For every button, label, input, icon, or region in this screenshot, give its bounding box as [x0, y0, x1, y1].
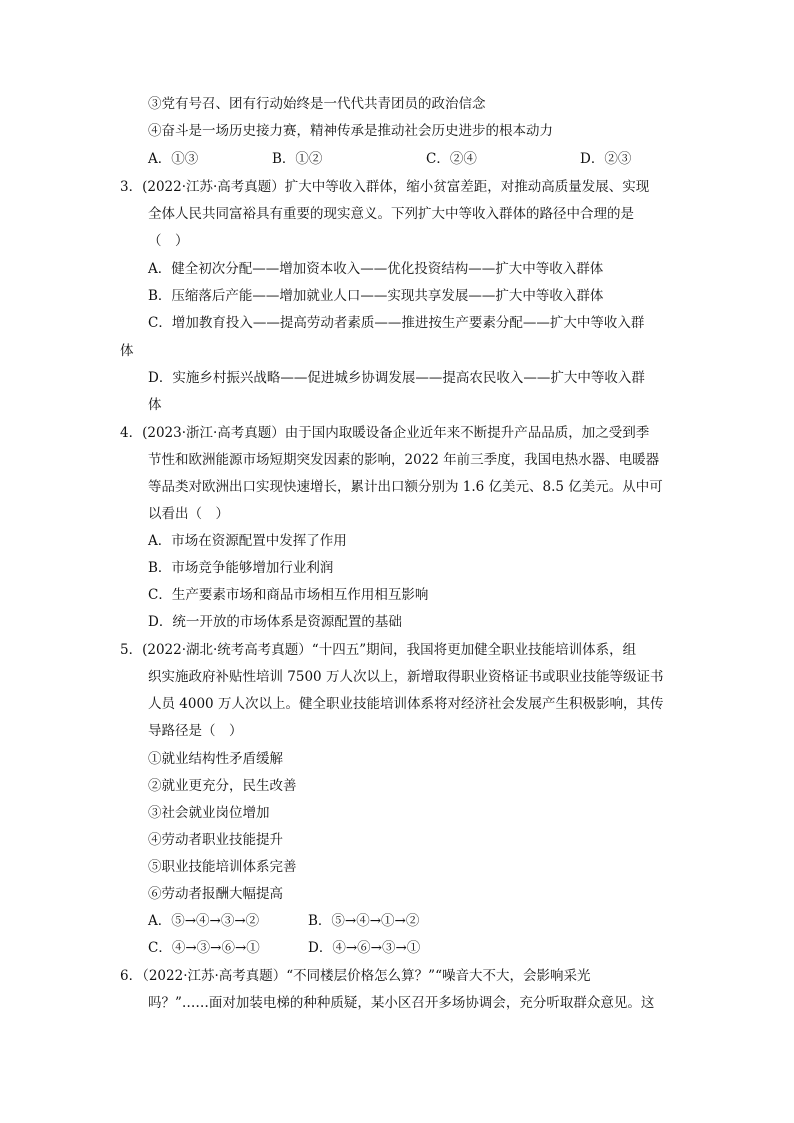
q4-stem-line-1: 4．(2023·浙江·高考真题）由于国内取暖设备企业近年来不断提升产品品质，加之受到季: [120, 425, 650, 441]
q3-option-d: D．实施乡村振兴战略——促进城乡协调发展——提高农民收入——扩大中等收入群: [148, 370, 645, 386]
q3-option-b: B．压缩落后产能——增加就业人口——实现共享发展——扩大中等收入群体: [148, 288, 604, 304]
q6-stem-line-2: 吗？”……面对加装电梯的种种质疑，某小区召开多场协调会，充分听取群众意见。这: [148, 995, 655, 1011]
q2-option-a: A．①③: [148, 151, 199, 167]
q3-option-c: C．增加教育投入——提高劳动者素质——推进按生产要素分配——扩大中等收入群: [148, 315, 645, 331]
q2-option-b: B．①②: [272, 151, 323, 167]
q3-option-c-cont: 体: [120, 343, 134, 359]
q3-stem-line-2: 全体人民共同富裕具有重要的现实意义。下列扩大中等收入群体的路径中合理的是: [148, 206, 634, 222]
q3-stem-line-3: （ ）: [148, 233, 189, 249]
q5-option-d: D．④→⑥→③→①: [308, 940, 421, 956]
q5-statement-5: ⑤职业技能培训体系完善: [148, 859, 297, 875]
q2-statement-3: ③党有号召、团有行动始终是一代代共青团员的政治信念: [148, 96, 486, 112]
q4-option-b: B．市场竞争能够增加行业利润: [148, 560, 334, 576]
q5-stem-line-3: 人员 4000 万人次以上。健全职业技能培训体系将对经济社会发展产生积极影响，其传: [148, 696, 664, 712]
q5-statement-1: ①就业结构性矛盾缓解: [148, 751, 283, 767]
q2-statement-4: ④奋斗是一场历史接力赛，精神传承是推动社会历史进步的根本动力: [148, 123, 553, 139]
q5-option-b: B．⑤→④→①→②: [308, 913, 420, 929]
q5-stem-line-4: 导路径是（ ）: [148, 723, 243, 739]
q5-option-a: A．⑤→④→③→②: [148, 913, 260, 929]
q5-stem-line-2: 织实施政府补贴性培训 7500 万人次以上，新增取得职业资格证书或职业技能等级证书: [148, 669, 664, 685]
q5-statement-6: ⑥劳动者报酬大幅提高: [148, 886, 283, 902]
q4-option-c: C．生产要素市场和商品市场相互作用相互影响: [148, 587, 429, 603]
q5-statement-2: ②就业更充分，民生改善: [148, 778, 297, 794]
q4-option-a: A．市场在资源配置中发挥了作用: [148, 533, 347, 549]
q6-stem-line-1: 6．（2022·江苏·高考真题）“不同楼层价格怎么算？”“噪音大不大，会影响采光: [120, 968, 591, 984]
q3-option-d-cont: 体: [148, 397, 162, 413]
q3-stem-line-1: 3．(2022·江苏·高考真题）扩大中等收入群体，缩小贫富差距，对推动高质量发展、实现: [120, 179, 650, 195]
q4-stem-line-3: 等品类对欧洲出口实现快速增长，累计出口额分别为 1.6 亿美元、8.5 亿美元。从中可: [148, 479, 663, 495]
q3-option-a: A．健全初次分配——增加资本收入——优化投资结构——扩大中等收入群体: [148, 261, 604, 277]
q2-option-c: C．②④: [426, 151, 477, 167]
q4-stem-line-2: 节性和欧洲能源市场短期突发因素的影响，2022 年前三季度，我国电热水器、电暖器: [148, 452, 660, 468]
q5-stem-line-1: 5．(2022·湖北·统考高考真题）“十四五”期间，我国将更加健全职业技能培训体系，组: [120, 642, 637, 658]
q5-option-c: C．④→③→⑥→①: [148, 940, 260, 956]
q4-option-d: D．统一开放的市场体系是资源配置的基础: [148, 614, 402, 630]
q5-statement-3: ③社会就业岗位增加: [148, 805, 270, 821]
q2-option-d: D．②③: [580, 151, 632, 167]
q5-statement-4: ④劳动者职业技能提升: [148, 832, 283, 848]
q4-stem-line-4: 以看出（ ）: [148, 506, 229, 522]
